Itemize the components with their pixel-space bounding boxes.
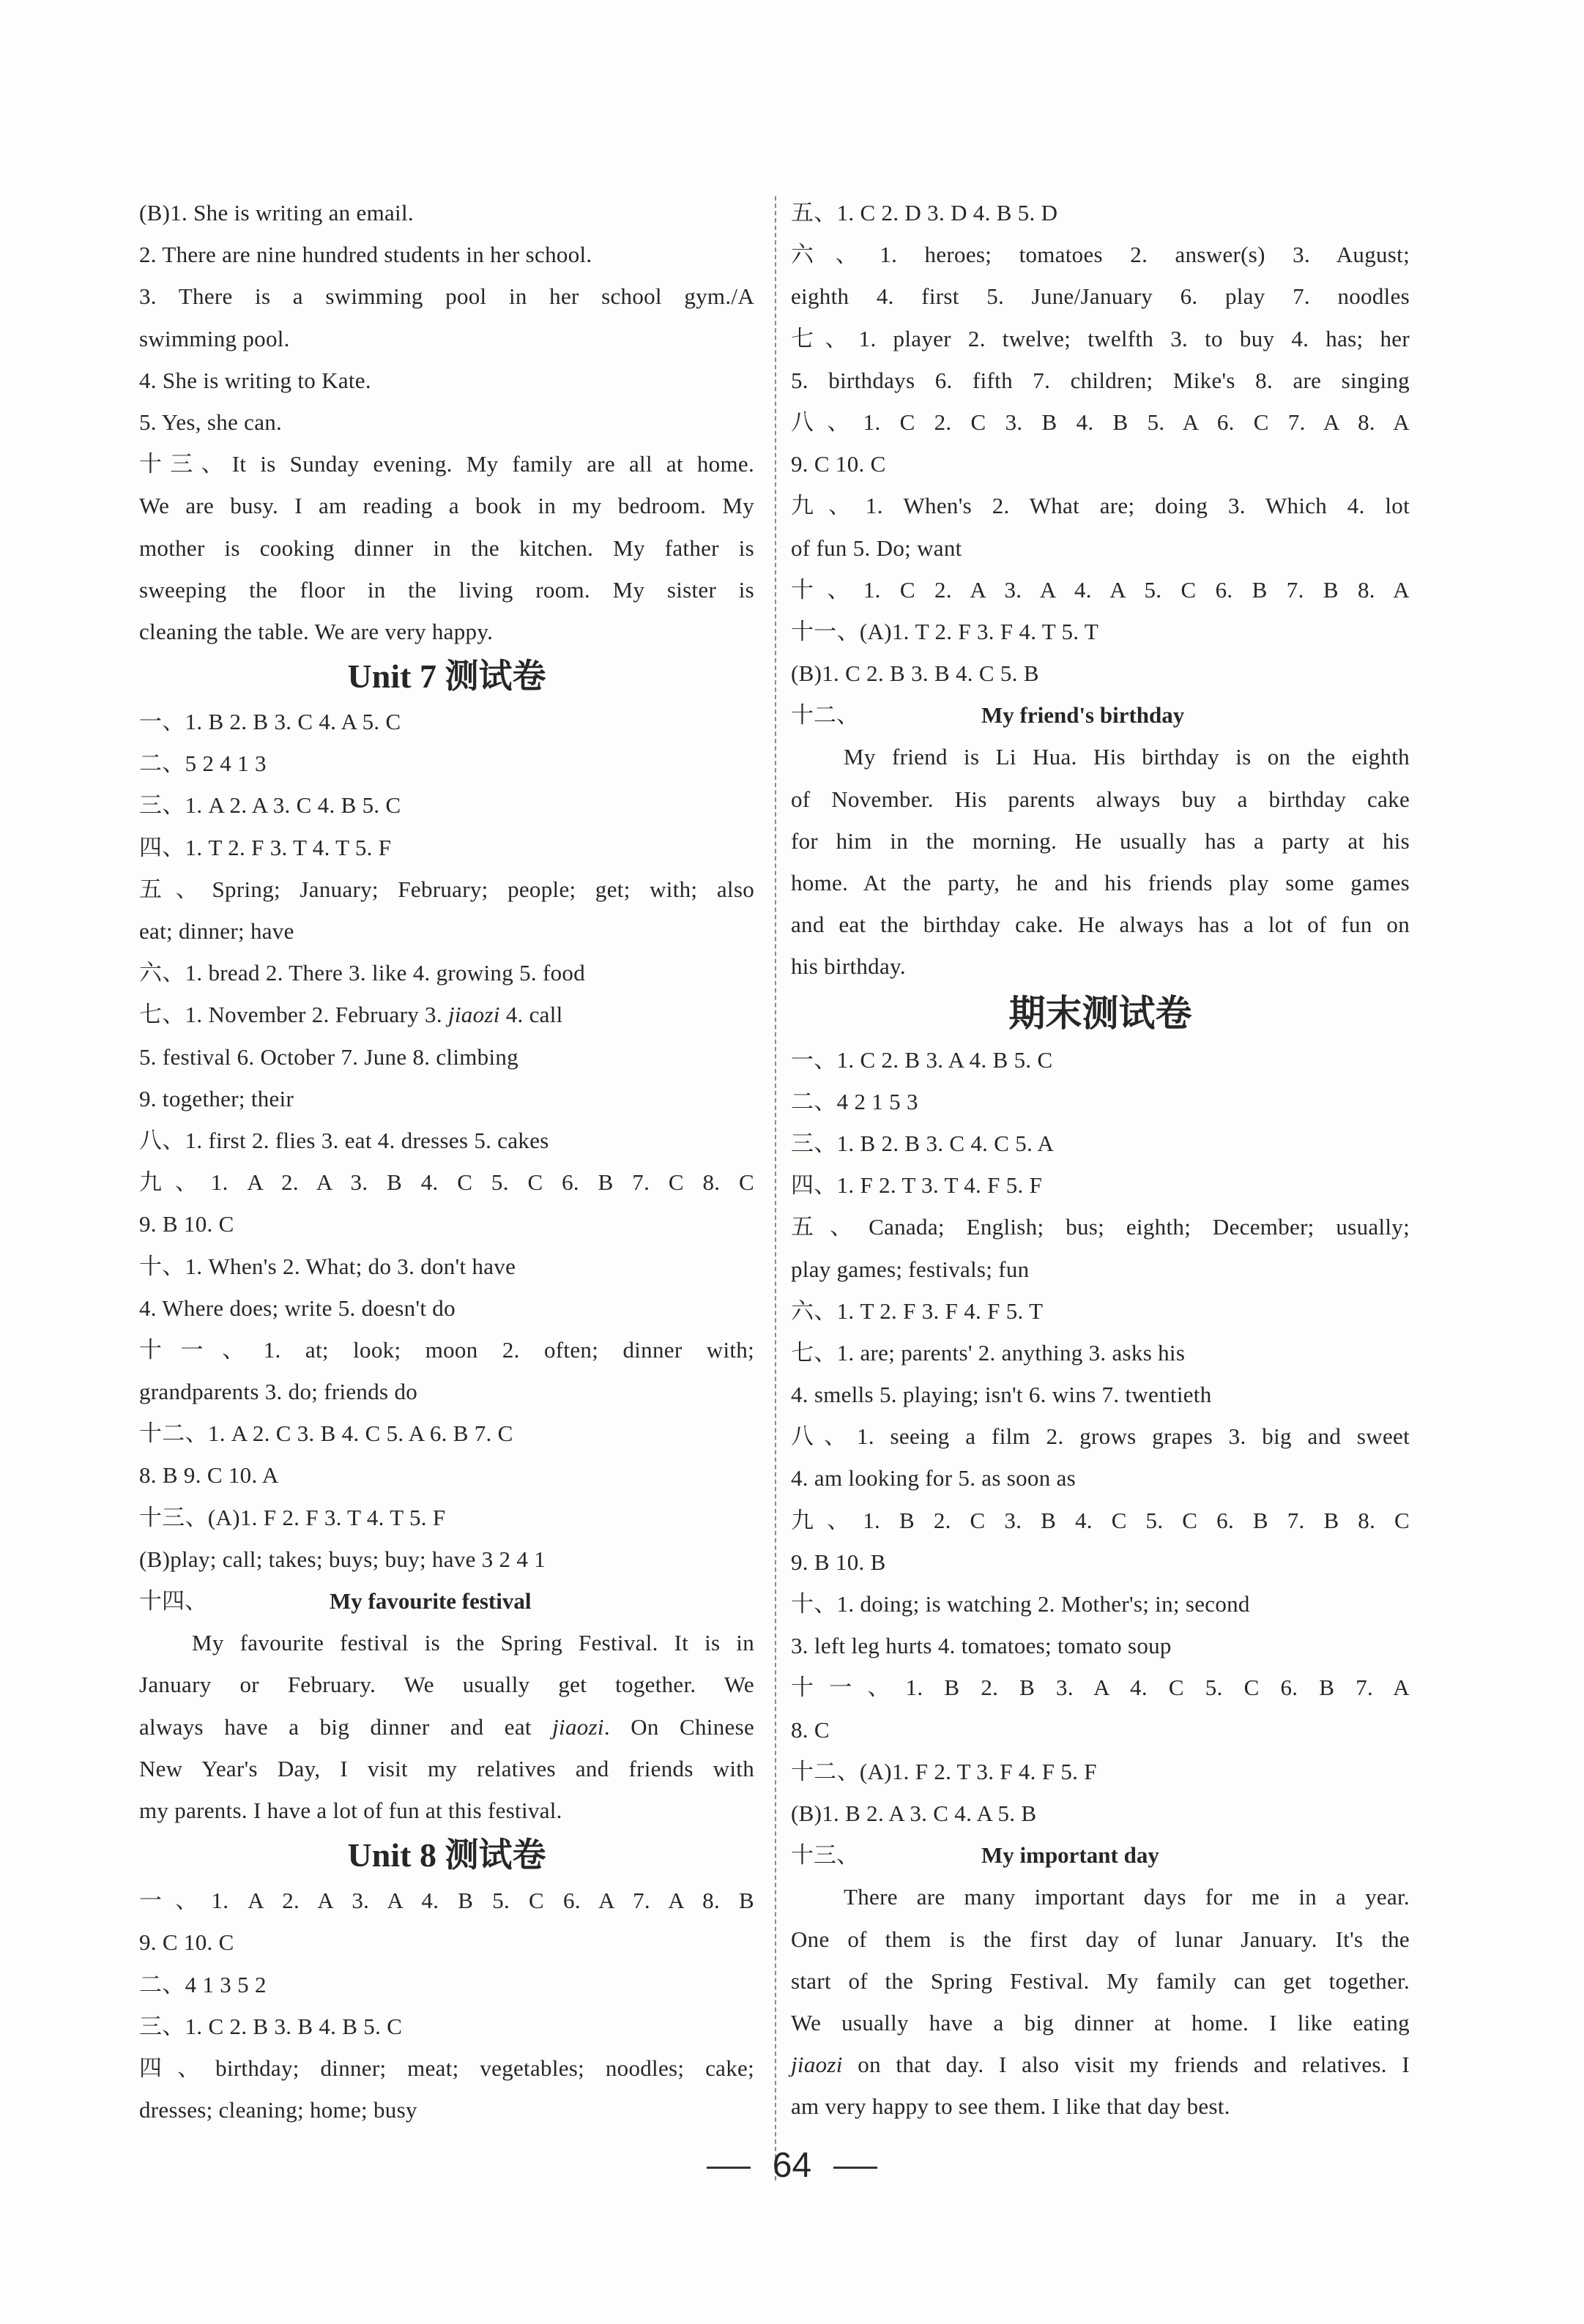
answer-line: 一、1. B 2. B 3. C 4. A 5. C bbox=[139, 709, 401, 735]
answer-line: There are many important days for me in a year. bbox=[844, 1884, 1410, 1910]
answer-line: 五、1. C 2. D 3. D 4. B 5. D bbox=[791, 200, 1058, 226]
answer-line: 七、1. are; parents' 2. anything 3. asks his bbox=[791, 1339, 1186, 1366]
answer-line: eighth 4. first 5. June/January 6. play 7. noodles bbox=[791, 283, 1410, 310]
answer-line: 4. Where does; write 5. doesn't do bbox=[139, 1295, 456, 1321]
left-column bbox=[139, 192, 754, 2131]
essay-title-line bbox=[791, 694, 1410, 736]
section-heading: 期末测试卷 bbox=[1008, 992, 1192, 1034]
answer-line: 5. birthdays 6. fifth 7. children; Mike's 8. are singing bbox=[791, 367, 1410, 393]
answer-line: We are busy. I am reading a book in my bedroom. My bbox=[139, 493, 754, 519]
question-number: 十三、 bbox=[791, 1842, 859, 1869]
answer-line: 十二、(A)1. F 2. T 3. F 4. F 5. F bbox=[791, 1758, 1097, 1784]
answer-line: 8. B 9. C 10. A bbox=[139, 1462, 279, 1489]
answer-line: eat; dinner; have bbox=[139, 918, 294, 944]
answer-line: sweeping the floor in the living room. My sister is bbox=[139, 576, 754, 603]
answer-line: 十一、1. B 2. B 3. A 4. C 5. C 6. B 7. A bbox=[791, 1675, 1410, 1701]
answer-line: New Year's Day, I visit my relatives and friends with bbox=[139, 1755, 754, 1781]
question-number: 十四、 bbox=[139, 1588, 207, 1614]
answer-line: and eat the birthday cake. He always has a lot of fun on bbox=[791, 912, 1410, 938]
essay-title: My important day bbox=[981, 1842, 1159, 1869]
answer-line: his birthday. bbox=[791, 953, 906, 980]
answer-line: 8. C bbox=[791, 1716, 830, 1743]
answer-line: 十一、(A)1. T 2. F 3. F 4. T 5. T bbox=[791, 618, 1099, 644]
answer-line: 四、birthday; dinner; meat; vegetables; noodles; cake; bbox=[139, 2055, 754, 2081]
essay-title: My favourite festival bbox=[330, 1588, 532, 1614]
answer-line: 9. B 10. B bbox=[791, 1549, 886, 1575]
answer-line: 二、5 2 4 1 3 bbox=[139, 751, 267, 777]
answer-line: 十二、1. A 2. C 3. B 4. C 5. A 6. B 7. C bbox=[139, 1420, 513, 1447]
answer-line: 十、1. doing; is watching 2. Mother's; in; second bbox=[791, 1591, 1250, 1617]
dash-left bbox=[707, 2167, 751, 2169]
right-column bbox=[791, 192, 1410, 2127]
answer-line: 七、1. November 2. February 3. jiaozi 4. call bbox=[139, 1002, 563, 1028]
essay-title: My friend's birthday bbox=[981, 702, 1185, 729]
answer-line: 五、Canada; English; bus; eighth; December; usually; bbox=[791, 1214, 1410, 1240]
answer-line: 六、1. T 2. F 3. F 4. F 5. T bbox=[791, 1297, 1044, 1324]
answer-line: 七、1. player 2. twelve; twelfth 3. to buy 4. has; her bbox=[791, 325, 1410, 351]
answer-line: My friend is Li Hua. His birthday is on the eighth bbox=[844, 744, 1410, 770]
answer-line: home. At the party, he and his friends play some games bbox=[791, 870, 1410, 895]
answer-line: 五、Spring; January; February; people; get; with; also bbox=[139, 876, 754, 902]
answer-line: dresses; cleaning; home; busy bbox=[139, 2097, 417, 2123]
answer-line: jiaozi on that day. I also visit my friends and relatives. I bbox=[791, 2052, 1410, 2078]
answer-line: my parents. I have a lot of fun at this festival. bbox=[139, 1797, 562, 1823]
answer-line: 十、1. When's 2. What; do 3. don't have bbox=[139, 1253, 516, 1279]
answer-line: 二、4 2 1 5 3 bbox=[791, 1088, 918, 1114]
answer-line: mother is cooking dinner in the kitchen. My father is bbox=[139, 535, 754, 561]
section-heading: Unit 8 测试卷 bbox=[347, 1836, 546, 1874]
answer-line: start of the Spring Festival. My family can get together. bbox=[791, 1967, 1410, 1994]
answer-line: 2. There are nine hundred students in her school. bbox=[139, 242, 592, 268]
answer-line: 十一、1. at; look; moon 2. often; dinner with; bbox=[139, 1336, 754, 1363]
answer-line: (B)1. B 2. A 3. C 4. A 5. B bbox=[791, 1800, 1037, 1826]
answer-line: of November. His parents always buy a birthday cake bbox=[791, 786, 1410, 812]
answer-line: 八、1. C 2. C 3. B 4. B 5. A 6. C 7. A 8. A bbox=[791, 409, 1410, 435]
answer-line: for him in the morning. He usually has a party at his bbox=[791, 827, 1410, 854]
essay-title-line bbox=[139, 1580, 754, 1622]
answer-line: 六、1. bread 2. There 3. like 4. growing 5. food bbox=[139, 960, 585, 986]
dash-right bbox=[833, 2167, 877, 2169]
answer-line: 3. There is a swimming pool in her school gym./A bbox=[139, 283, 754, 310]
answer-line: 九、1. A 2. A 3. B 4. C 5. C 6. B 7. C 8. C bbox=[139, 1169, 754, 1196]
answer-line: 十三、(A)1. F 2. F 3. T 4. T 5. F bbox=[139, 1504, 446, 1530]
column-divider bbox=[775, 196, 776, 2180]
answer-line: 9. together; their bbox=[139, 1085, 294, 1111]
answer-line: 9. C 10. C bbox=[139, 1929, 234, 1956]
answer-line: 四、1. F 2. T 3. T 4. F 5. F bbox=[791, 1172, 1043, 1199]
answer-line: 八、1. first 2. flies 3. eat 4. dresses 5. cakes bbox=[139, 1127, 549, 1153]
answer-line: 9. C 10. C bbox=[791, 451, 886, 477]
answer-line: 9. B 10. C bbox=[139, 1211, 234, 1237]
answer-line: 三、1. A 2. A 3. C 4. B 5. C bbox=[139, 792, 401, 819]
answer-line: 六、1. heroes; tomatoes 2. answer(s) 3. August; bbox=[791, 242, 1410, 268]
answer-line: 4. She is writing to Kate. bbox=[139, 367, 371, 393]
answer-line: 十、1. C 2. A 3. A 4. A 5. C 6. B 7. B 8. A bbox=[791, 576, 1410, 603]
answer-line: 5. festival 6. October 7. June 8. climbing bbox=[139, 1043, 518, 1070]
answer-line: always have a big dinner and eat jiaozi. On Chinese bbox=[139, 1713, 755, 1740]
answer-line: (B)1. C 2. B 3. B 4. C 5. B bbox=[791, 660, 1039, 687]
answer-line: 一、1. C 2. B 3. A 4. B 5. C bbox=[791, 1046, 1053, 1073]
answer-line: cleaning the table. We are very happy. bbox=[139, 618, 494, 644]
answer-line: 十三、It is Sunday evening. My family are all at home. bbox=[139, 451, 754, 477]
answer-line: grandparents 3. do; friends do bbox=[139, 1379, 418, 1405]
answer-line: 八、1. seeing a film 2. grows grapes 3. big and sweet bbox=[791, 1423, 1410, 1450]
answer-line: swimming pool. bbox=[139, 325, 290, 351]
answer-line: (B)play; call; takes; buys; buy; have 3 2 4 1 bbox=[139, 1546, 546, 1572]
answer-line: 4. smells 5. playing; isn't 6. wins 7. twentieth bbox=[791, 1382, 1212, 1408]
answer-line: 5. Yes, she can. bbox=[139, 409, 283, 435]
answer-line: 九、1. B 2. C 3. B 4. C 5. C 6. B 7. B 8. C bbox=[791, 1507, 1410, 1533]
answer-line: of fun 5. Do; want bbox=[791, 535, 962, 561]
page-number-value: 64 bbox=[772, 2146, 812, 2185]
page-number bbox=[0, 2145, 1584, 2186]
answer-line: One of them is the first day of lunar January. It's the bbox=[791, 1926, 1410, 1952]
section-heading: Unit 7 测试卷 bbox=[347, 658, 546, 696]
answer-line: 四、1. T 2. F 3. T 4. T 5. F bbox=[139, 834, 392, 860]
answer-line: January or February. We usually get together. We bbox=[139, 1672, 754, 1698]
answer-line: We usually have a big dinner at home. I like eating bbox=[791, 2009, 1410, 2036]
answer-line: 三、1. C 2. B 3. B 4. B 5. C bbox=[139, 2013, 403, 2039]
answer-line: 4. am looking for 5. as soon as bbox=[791, 1465, 1077, 1491]
answer-line: My favourite festival is the Spring Festival. It is in bbox=[192, 1630, 754, 1656]
question-number: 十二、 bbox=[791, 702, 859, 729]
answer-line: am very happy to see them. I like that day best. bbox=[791, 2093, 1230, 2120]
answer-line: 二、4 1 3 5 2 bbox=[139, 1971, 267, 1997]
answer-line: (B)1. She is writing an email. bbox=[139, 200, 414, 226]
answer-line: 九、1. When's 2. What are; doing 3. Which 4. lot bbox=[791, 493, 1410, 519]
answer-line: 3. left leg hurts 4. tomatoes; tomato soup bbox=[791, 1633, 1172, 1659]
answer-line: 三、1. B 2. B 3. C 4. C 5. A bbox=[791, 1130, 1055, 1156]
essay-title-line bbox=[791, 1834, 1410, 1876]
answer-line: 一、1. A 2. A 3. A 4. B 5. C 6. A 7. A 8. B bbox=[139, 1888, 754, 1914]
answer-line: play games; festivals; fun bbox=[791, 1256, 1030, 1282]
